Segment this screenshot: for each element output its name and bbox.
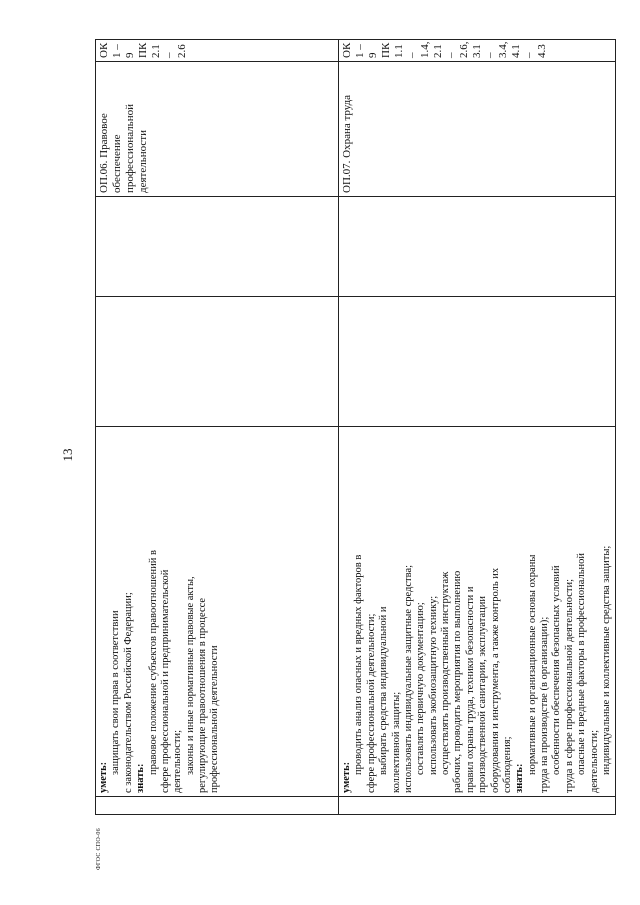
page-number: 13	[60, 448, 75, 462]
skill-item: с законодательством Российской Федерации;	[122, 592, 134, 793]
knowledge-item: труда в сфере профессиональной деятельности;	[563, 579, 575, 793]
competency-item: ОК 1 – 9	[98, 42, 136, 58]
competency-item: ПК 2.1 – 2.6	[136, 42, 188, 58]
knowledge-item: деятельности;	[588, 729, 600, 793]
skill-item: рабочих, проводить мероприятия по выполнению	[452, 570, 464, 793]
empty-cell-c	[96, 197, 339, 297]
competencies-cell	[96, 40, 339, 62]
knowledge-item: правовое положение субъектов правоотношений в	[147, 550, 159, 775]
znat-label: знать:	[514, 763, 526, 793]
rotated-table-wrapper	[95, 40, 612, 815]
znat-label: знать:	[135, 763, 147, 793]
competency-item: 2.1 – 2.6,	[431, 41, 470, 58]
skill-item: проводить анализ опасных и вредных факторов в	[353, 554, 365, 775]
knowledge-item: профессиональной деятельности	[209, 645, 221, 793]
competency-item: ОК 1 – 9	[341, 42, 379, 58]
skill-item: составлять первичную документацию;	[415, 602, 427, 775]
skill-item: осуществлять производственный инструктаж	[440, 571, 451, 775]
skills-cell	[96, 427, 339, 797]
skills-cell	[339, 427, 616, 797]
competencies-cell	[339, 40, 616, 62]
table-row	[96, 40, 339, 815]
skill-item: защищать свои права в соответствии	[110, 610, 122, 775]
row-index-cell	[96, 797, 339, 815]
discipline-cell: ОП.06. Правовое обеспечение профессиональной деятельности	[96, 62, 339, 197]
empty-cell-b	[96, 297, 339, 427]
skill-item: использовать индивидуальные защитные средства;	[402, 564, 414, 793]
table-row	[339, 40, 616, 815]
skill-item: выбирать средства индивидуальной и	[378, 606, 390, 775]
competency-item: 3.1 – 3.4,	[470, 41, 509, 58]
umet-label: уметь:	[341, 761, 352, 793]
skill-item: соблюдения;	[501, 736, 513, 793]
skill-item: правил охраны труда, техники безопасности и	[464, 586, 476, 793]
knowledge-item: регулирующие правоотношения в процессе	[197, 597, 208, 793]
skill-item: коллективной защиты;	[390, 691, 402, 793]
skill-item: сфере профессиональной деятельности;	[365, 613, 377, 793]
knowledge-item: особенности обеспечения безопасных условий	[551, 565, 563, 775]
empty-cell-b	[339, 297, 616, 427]
curriculum-table	[95, 39, 616, 815]
skill-item: производственной санитарии, эксплуатации	[477, 595, 489, 793]
row-index-cell	[339, 797, 616, 815]
empty-cell-c	[339, 197, 616, 297]
skill-item: использовать экобиозащитную технику;	[427, 595, 439, 775]
skill-item: оборудования и инструмента, а также контроль их	[489, 567, 501, 793]
knowledge-item: сфере профессиональной и предпринимательской	[159, 569, 171, 793]
knowledge-item: опасные и вредные факторы в профессиональной	[576, 553, 588, 775]
footer-label: ФГОС СПО-06	[96, 828, 102, 870]
knowledge-item: труда на производстве (в организации);	[539, 616, 550, 793]
umet-label: уметь:	[98, 761, 109, 793]
knowledge-item: индивидуальные и коллективные средства защиты;	[600, 545, 612, 775]
knowledge-item: законы и иные нормативные правовые акты,	[184, 576, 196, 775]
knowledge-item: деятельности;	[172, 729, 184, 793]
competency-item: ПК 1.1 – 1.4,	[379, 41, 431, 58]
competency-item: 4.1 – 4.3	[509, 44, 548, 58]
discipline-cell: ОП.07. Охрана труда	[339, 62, 616, 197]
knowledge-item: нормативные и организационные основы охраны	[526, 554, 538, 775]
